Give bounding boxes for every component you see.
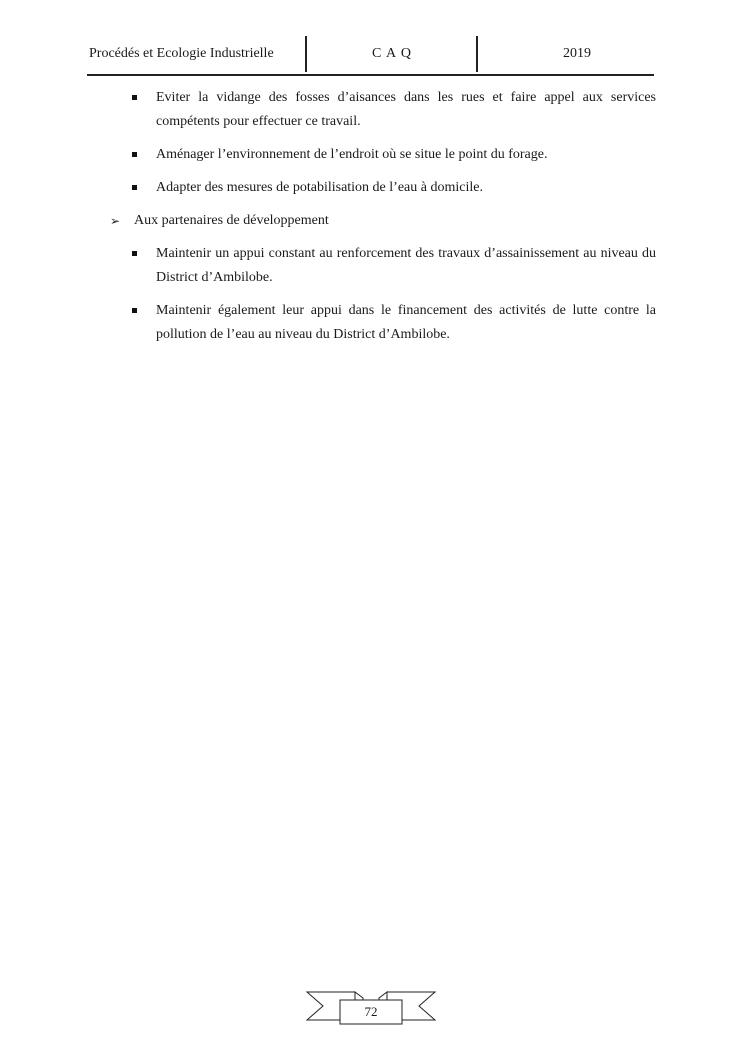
list-item — [108, 299, 656, 347]
list-item — [108, 143, 656, 167]
page-header — [87, 36, 654, 76]
page-number: 72 — [364, 1004, 378, 1019]
square-bullet-icon — [132, 185, 137, 190]
arrow-bullet-icon: ➢ — [110, 214, 121, 228]
list-item-text: Maintenir également leur appui dans le financement des activités de lutte contre la pollution de l’eau au niveau du District d’Ambilobe. — [156, 303, 656, 342]
list-item-text: Eviter la vidange des fosses d’aisances dans les rues et faire appel aux services compétents pour effectuer ce travail. — [156, 90, 656, 129]
square-bullet-icon — [132, 95, 137, 100]
header-course-title: Procédés et Ecologie Industrielle — [89, 46, 274, 61]
body-text — [108, 86, 656, 356]
square-bullet-icon — [132, 152, 137, 157]
list-item — [108, 176, 656, 200]
list-item — [108, 86, 656, 134]
square-bullet-icon — [132, 308, 137, 313]
list-item-text: Adapter des mesures de potabilisation de l’eau à domicile. — [156, 180, 483, 195]
list-item-text: Maintenir un appui constant au renforcement des travaux d’assainissement au niveau du District d’Ambilobe. — [156, 246, 656, 285]
header-divider — [476, 36, 478, 72]
header-divider — [305, 36, 307, 72]
list-item-text: Aménager l’environnement de l’endroit où se situe le point du forage. — [156, 147, 548, 162]
square-bullet-icon — [132, 251, 137, 256]
list-item — [108, 242, 656, 290]
list-heading — [108, 209, 656, 233]
header-section-code: C A Q — [371, 46, 412, 61]
list-heading-text: Aux partenaires de développement — [134, 213, 329, 228]
header-year: 2019 — [563, 46, 591, 61]
